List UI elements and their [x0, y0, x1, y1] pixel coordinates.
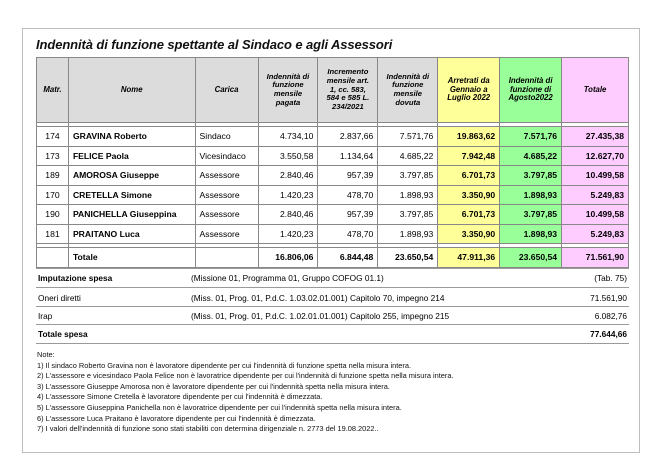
- cell-dovuta: 4.685,22: [378, 146, 438, 166]
- totals-pagata: 16.806,06: [258, 248, 318, 268]
- table-row: [37, 224, 629, 244]
- header-incremento-line: mensile art.: [326, 75, 369, 85]
- header-arretrati-line: Luglio 2022: [447, 93, 491, 103]
- cell-totale: 27.435,38: [562, 127, 629, 147]
- cell-dovuta: 1.898,93: [378, 185, 438, 205]
- cell-arretrati: 7.942,48: [438, 146, 500, 166]
- cell-pagata: 4.734,10: [258, 127, 318, 147]
- totals-dovuta: 23.650,54: [378, 248, 438, 268]
- cell-pagata: 2.840,46: [258, 205, 318, 225]
- cell-matr: 190: [37, 205, 69, 225]
- note-item: 6) L'assessore Luca Praitano è lavoratore dipendente per cui l'indennità è dimezzata.: [37, 413, 316, 423]
- header-arretrati-line: Gennaio a: [449, 84, 488, 94]
- imputazione-tab: (Tab. 75): [594, 273, 627, 283]
- header-incremento-line: Incremento: [327, 67, 369, 77]
- cell-nome: GRAVINA Roberto: [68, 127, 195, 147]
- cell-totale: 12.627,70: [562, 146, 629, 166]
- indennita-table: [36, 57, 629, 268]
- totals-label: Totale: [68, 248, 195, 268]
- cell-matr: 174: [37, 127, 69, 147]
- totals-totale: 71.561,90: [562, 248, 629, 268]
- header-agosto-line: Agosto2022: [508, 93, 553, 103]
- totals-arretrati: 47.911,36: [438, 248, 500, 268]
- cell-incremento: 957,39: [318, 205, 378, 225]
- cell-totale: 5.249,83: [562, 185, 629, 205]
- notes-heading: Note:: [37, 350, 55, 359]
- table-row: [37, 185, 629, 205]
- cell-arretrati: 3.350,90: [438, 224, 500, 244]
- imputazione-desc: (Missione 01, Programma 01, Gruppo COFOG 01.1): [191, 273, 384, 283]
- cell-incremento: 957,39: [318, 166, 378, 186]
- header-incremento: [318, 58, 378, 123]
- cell-carica: Assessore: [195, 166, 258, 186]
- header-arretrati: [438, 58, 500, 123]
- table-row: [37, 127, 629, 147]
- cell-arretrati: 6.701,73: [438, 205, 500, 225]
- totals-empty-cell: [195, 248, 258, 268]
- note-item: 1) Il sindaco Roberto Gravina non è lavoratore dipendente per cui l'indennità di funzione spetta nella misura intera.: [37, 360, 412, 370]
- cell-incremento: 2.837,66: [318, 127, 378, 147]
- cell-incremento: 478,70: [318, 224, 378, 244]
- header-dovuta-line: funzione: [392, 80, 424, 90]
- header-incremento-line: 584 e 585 L.: [326, 93, 370, 103]
- header-nome: Nome: [68, 58, 195, 123]
- cell-matr: 173: [37, 146, 69, 166]
- imputazione-row-label: Oneri diretti: [38, 293, 81, 303]
- header-matr: Matr.: [37, 58, 69, 123]
- header-incremento-line: 1, cc. 583,: [329, 84, 366, 94]
- imputazione-row-amount: 6.082,76: [594, 311, 627, 321]
- cell-agosto: 1.898,93: [500, 224, 562, 244]
- cell-pagata: 2.840,46: [258, 166, 318, 186]
- header-agosto-line: funzione di: [510, 84, 552, 94]
- cell-dovuta: 7.571,76: [378, 127, 438, 147]
- cell-dovuta: 3.797,85: [378, 205, 438, 225]
- note-item: 3) L'assessore Giuseppe Amorosa non è lavoratore dipendente per cui l'indennità spetta nella misura intera.: [37, 381, 390, 391]
- cell-pagata: 1.420,23: [258, 185, 318, 205]
- cell-nome: AMOROSA Giuseppe: [68, 166, 195, 186]
- cell-agosto: 3.797,85: [500, 205, 562, 225]
- cell-totale: 10.499,58: [562, 166, 629, 186]
- header-pagata-line: pagata: [275, 97, 301, 107]
- totals-agosto: 23.650,54: [500, 248, 562, 268]
- divider: [36, 306, 629, 307]
- cell-totale: 10.499,58: [562, 205, 629, 225]
- divider: [36, 343, 629, 344]
- cell-arretrati: 19.863,62: [438, 127, 500, 147]
- table-row: [37, 166, 629, 186]
- cell-nome: FELICE Paola: [68, 146, 195, 166]
- cell-matr: 170: [37, 185, 69, 205]
- header-pagata-line: funzione: [272, 80, 304, 90]
- divider: [36, 268, 629, 269]
- note-item: 7) I valori dell'indennità di funzione sono stati stabiliti con determina dirigenziale n. 2773 del 19.08.2022..: [37, 424, 379, 434]
- cell-incremento: 1.134,64: [318, 146, 378, 166]
- cell-carica: Vicesindaco: [195, 146, 258, 166]
- header-totale: Totale: [562, 58, 629, 123]
- imputazione-total-amount: 77.644,66: [590, 329, 627, 339]
- cell-totale: 5.249,83: [562, 224, 629, 244]
- imputazione-row-amount: 71.561,90: [590, 293, 627, 303]
- header-agosto-line: Indennità di: [508, 75, 553, 85]
- cell-agosto: 4.685,22: [500, 146, 562, 166]
- imputazione-row-desc: (Miss. 01, Prog. 01, P.d.C. 1.03.02.01.001) Capitolo 70, impegno 214: [191, 293, 445, 303]
- header-carica: Carica: [195, 58, 258, 123]
- cell-incremento: 478,70: [318, 185, 378, 205]
- cell-nome: PANICHELLA Giuseppina: [68, 205, 195, 225]
- imputazione-label: Imputazione spesa: [38, 273, 113, 283]
- totals-incremento: 6.844,48: [318, 248, 378, 268]
- note-item: 4) L'assessore Simone Cretella è lavoratore dipendente per cui l'indennità è dimezzata.: [37, 392, 323, 402]
- table-row: [37, 205, 629, 225]
- divider: [36, 287, 629, 288]
- cell-agosto: 3.797,85: [500, 166, 562, 186]
- header-agosto: [500, 58, 562, 123]
- imputazione-row-label: Irap: [38, 311, 53, 321]
- cell-carica: Assessore: [195, 205, 258, 225]
- note-item: 5) L'assessore Giuseppina Panichella non è lavoratrice dipendente per cui l'indennità spetta nella misura intera.: [37, 402, 402, 412]
- imputazione-row-desc: (Miss. 01, Prog. 01, P.d.C. 1.02.01.01.001) Capitolo 255, impegno 215: [191, 311, 450, 321]
- header-dovuta-line: dovuta: [395, 97, 421, 107]
- notes: [37, 350, 454, 435]
- header-pagata-line: Indennità di: [266, 71, 310, 81]
- page-title: Indennità di funzione spettante al Sindaco e agli Assessori: [36, 37, 393, 52]
- header-pagata: [258, 58, 318, 123]
- header-dovuta-line: mensile: [393, 89, 422, 98]
- cell-agosto: 1.898,93: [500, 185, 562, 205]
- divider: [36, 324, 629, 325]
- cell-nome: CRETELLA Simone: [68, 185, 195, 205]
- header-dovuta: [378, 58, 438, 123]
- header-incremento-line: 234/2021: [332, 102, 364, 112]
- cell-nome: PRAITANO Luca: [68, 224, 195, 244]
- imputazione-total-label: Totale spesa: [38, 329, 88, 339]
- header-dovuta-line: Indennità di: [386, 71, 430, 81]
- cell-arretrati: 3.350,90: [438, 185, 500, 205]
- table-row: [37, 146, 629, 166]
- totals-empty-cell: [37, 248, 69, 268]
- cell-carica: Sindaco: [195, 127, 258, 147]
- header-pagata-line: mensile: [273, 89, 303, 98]
- cell-pagata: 3.550,58: [258, 146, 318, 166]
- cell-carica: Assessore: [195, 185, 258, 205]
- table-header-row: [37, 58, 629, 123]
- cell-arretrati: 6.701,73: [438, 166, 500, 186]
- cell-dovuta: 1.898,93: [378, 224, 438, 244]
- cell-carica: Assessore: [195, 224, 258, 244]
- cell-pagata: 1.420,23: [258, 224, 318, 244]
- cell-agosto: 7.571,76: [500, 127, 562, 147]
- note-item: 2) L'assessore e vicesindaco Paola Felice non è lavoratrice dipendente per cui l'indennità di funzione spetta nella misura intera.: [37, 371, 454, 381]
- cell-matr: 189: [37, 166, 69, 186]
- header-arretrati-line: Arretrati da: [447, 75, 490, 85]
- cell-dovuta: 3.797,85: [378, 166, 438, 186]
- cell-matr: 181: [37, 224, 69, 244]
- totals-row: [37, 248, 629, 268]
